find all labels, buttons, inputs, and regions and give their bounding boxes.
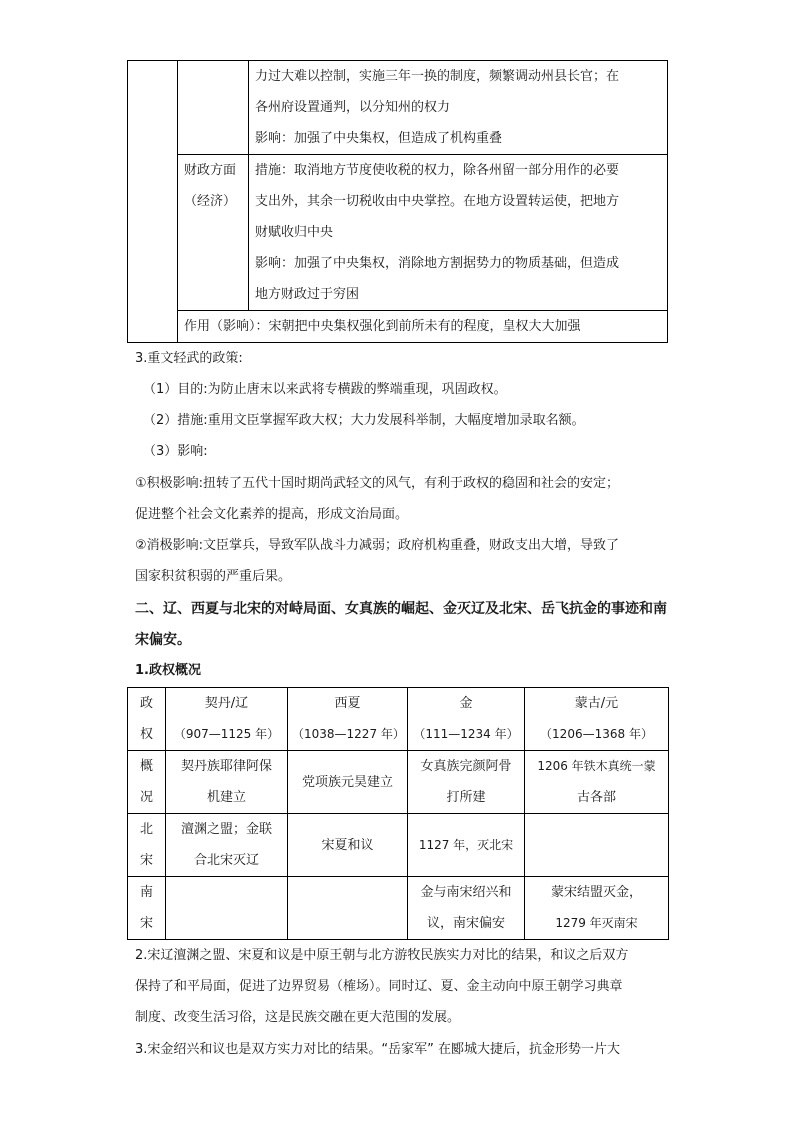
row-header (128, 877, 166, 940)
regime-cell-yuan (525, 688, 669, 751)
regime-cell-jin (408, 688, 525, 751)
table-cell-empty (166, 877, 288, 940)
finance-label-sub: （经济） (184, 194, 237, 209)
regime-cell-liao (166, 688, 288, 751)
positive-influence-cont: 促进整个社会文化素养的提高，形成文治局面。 (135, 507, 409, 522)
effect-text: 作用（影响）：宋朝把中央集权强化到前所未有的程度，皇权大大加强 (184, 319, 581, 334)
table-cell (408, 814, 525, 877)
purpose-item: （1）目的:为防止唐末以来武将专横跋的弊端重现，巩固政权。 (143, 382, 507, 397)
table-cell-empty (525, 814, 669, 877)
cell-line: 1206 年铁木真统一蒙 (537, 759, 656, 773)
table-cell (288, 751, 408, 814)
table-row (128, 877, 669, 940)
regime-years: （907—1125 年） (173, 727, 280, 741)
regime-name: 契丹/辽 (204, 696, 249, 711)
finance-label: 财政方面 (184, 163, 237, 178)
negative-influence: ②消极影响:文臣掌兵，导致军队战斗力减弱；政府机构重叠，财政支出大增，导致了 (135, 538, 620, 553)
cell-line: 澶渊之盟；金联 (180, 822, 272, 837)
table-blank-column (128, 61, 178, 343)
text-line: 力过大难以控制，实施三年一换的制度，频繁调动州县长官；在 (255, 69, 620, 84)
row-header-char: 宋 (139, 916, 153, 931)
influence-item: （3）影响: (143, 444, 208, 459)
continued-measures-cell (249, 61, 668, 155)
paragraph-2-line: 2.宋辽澶渊之盟、宋夏和议是中原王朝与北方游牧民族实力对比的结果，和议之后双方 (135, 948, 629, 963)
table-cell (288, 814, 408, 877)
regime-name: 西夏 (334, 696, 361, 711)
finance-measures-cell (249, 155, 668, 311)
measures-item: （2）措施:重用文臣掌握军政大权；大力发展科举制，大幅度增加录取名额。 (143, 413, 585, 428)
cell-line: 1127 年，灭北宋 (418, 837, 514, 852)
regime-table (127, 687, 669, 940)
row-header-char: 北 (139, 822, 153, 837)
table-cell-empty (288, 877, 408, 940)
cell-line: 议，南宋偏安 (426, 916, 505, 931)
positive-influence: ①积极影响:扭转了五代十国时期尚武轻文的风气，有利于政权的稳固和社会的安定； (135, 476, 620, 491)
row-header-char: 况 (139, 790, 153, 805)
row-header (128, 688, 166, 751)
table-row (128, 814, 669, 877)
cell-line: 合北宋灭辽 (193, 853, 259, 868)
cell-line: 宋夏和议 (321, 837, 374, 853)
table-row (128, 688, 669, 751)
paragraph-3-line: 3.宋金绍兴和议也是双方实力对比的结果。“岳家军” 在郾城大捷后，抗金形势一片大 (135, 1042, 621, 1057)
regime-years: （1206—1368 年） (540, 727, 653, 741)
paragraph-2-line: 制度、改变生活习俗，这是民族交融在更大范围的发展。 (135, 1010, 461, 1025)
paragraph-2-line: 保持了和平局面，促进了边界贸易（榷场）。同时辽、夏、金主动向中原王朝学习典章 (135, 979, 623, 994)
section-heading: 二、辽、西夏与北宋的对峙局面、女真族的崛起、金灭辽及北宋、岳飞抗金的事迹和南 (135, 601, 667, 617)
finance-label-cell (178, 155, 249, 311)
regime-cell-xixia (288, 688, 408, 751)
table-cell (408, 877, 525, 940)
row-header-char: 宋 (139, 853, 153, 868)
subsection-title: 1.政权概况 (135, 663, 201, 678)
cell-line: 蒙宋结盟灭金， (550, 885, 642, 900)
text-line: 影响：加强了中央集权，但造成了机构重叠 (255, 131, 503, 146)
cell-line: 1279 年灭南宋 (555, 916, 638, 930)
regime-name: 蒙古/元 (574, 696, 619, 711)
text-line: 各州府设置通判，以分知州的权力 (255, 100, 451, 115)
text-line: 措施：取消地方节度使收税的权力，除各州留一部分用作的必要 (255, 163, 620, 178)
regime-years: （111—1234 年） (413, 727, 519, 741)
text-line: 财赋收归中央 (255, 225, 334, 240)
row-header-char: 权 (139, 727, 153, 742)
table-cell (408, 751, 525, 814)
text-line: 支出外，其余一切税收由中央掌控。在地方设置转运使，把地方 (255, 194, 620, 209)
table-row (128, 751, 669, 814)
row-header (128, 751, 166, 814)
regime-name: 金 (459, 696, 473, 711)
cell-line: 机建立 (206, 790, 246, 805)
table-cell (166, 814, 288, 877)
table-cell (525, 877, 669, 940)
row-header (128, 814, 166, 877)
cell-line: 女真族完颜阿骨 (420, 759, 512, 774)
regime-years: （1038—1227 年） (292, 727, 405, 741)
cell-line: 金与南宋绍兴和 (420, 885, 512, 900)
cell-line: 契丹族耶律阿保 (180, 759, 272, 774)
section-heading-cont: 宋偏安。 (135, 632, 191, 648)
cell-line: 党项族元昊建立 (301, 774, 393, 790)
text-line: 地方财政过于穷困 (255, 287, 360, 302)
central-power-table (127, 60, 668, 343)
cell-line: 古各部 (576, 790, 616, 805)
effect-row-cell (178, 311, 668, 343)
row-header-char: 政 (139, 696, 153, 711)
negative-influence-cont: 国家积贫积弱的严重后果。 (135, 569, 292, 584)
table-cell (166, 751, 288, 814)
section-3-title: 3.重文轻武的政策: (135, 351, 243, 366)
row-header-char: 概 (139, 759, 153, 774)
text-line: 影响：加强了中央集权，消除地方割据势力的物质基础，但造成 (255, 256, 620, 271)
row-header-char: 南 (139, 885, 153, 900)
table-cell (525, 751, 669, 814)
cell-line: 打所建 (446, 790, 486, 805)
table-blank-cell (178, 61, 249, 155)
